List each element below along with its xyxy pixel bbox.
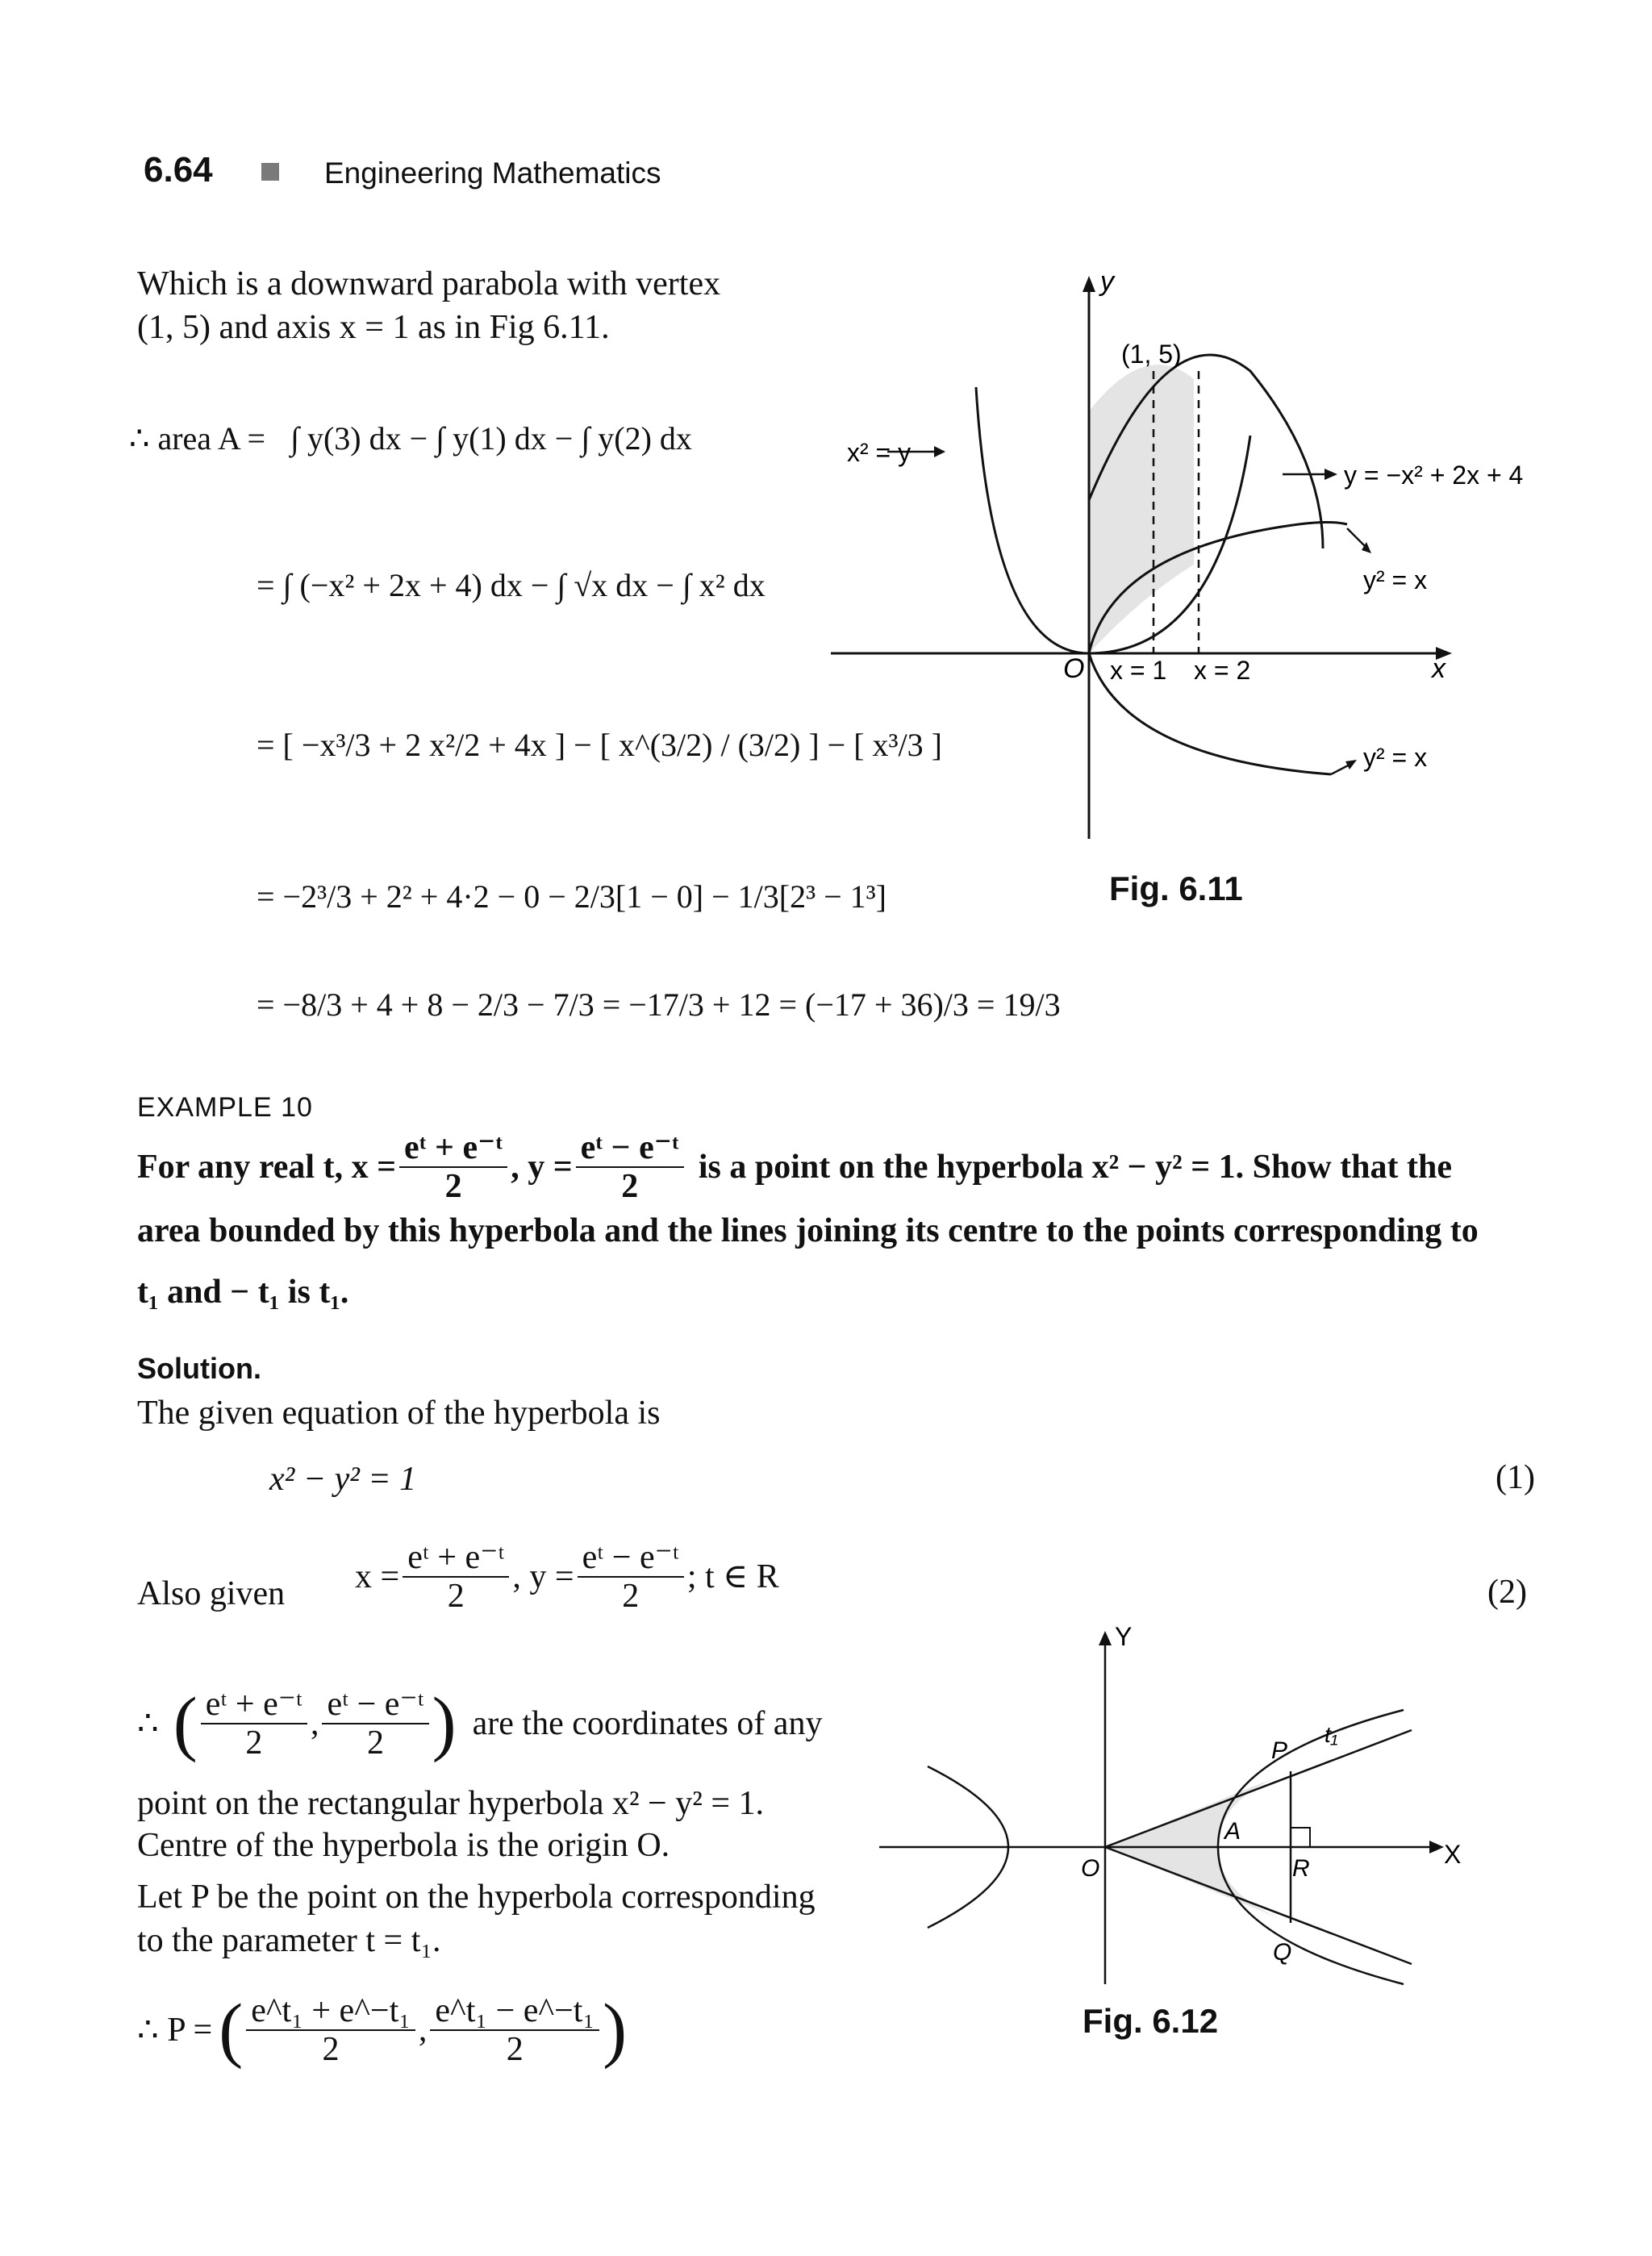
eq2-tail: ; t ∈ R <box>686 1558 779 1596</box>
figure-6-12 <box>879 1621 1492 1992</box>
coord-frac-1 <box>201 1686 307 1762</box>
eq2-frac-x-den: 2 <box>447 1578 465 1616</box>
example-frac-2-num: eᵗ − e⁻ᵗ <box>576 1129 684 1168</box>
fig611-line-x2: x = 2 <box>1194 656 1251 685</box>
fig611-label-x2y: x² = y <box>847 438 912 467</box>
solution-centre-line: Centre of the hyperbola is the origin O. <box>137 1827 670 1864</box>
solution-eq-2-number: (2) <box>1487 1574 1527 1611</box>
book-title: Engineering Mathematics <box>324 156 661 190</box>
example-frac-2-den: 2 <box>621 1168 639 1206</box>
coordinates-line: ∴ ( $\frac{\text{eᵗ + e⁻ᵗ}}{2}$ , $\frac{\text{eᵗ − e⁻ᵗ}}{2}$ ) are the coordinates of any <box>137 1683 823 1764</box>
fig611-origin: O <box>1063 653 1085 684</box>
y-axis-arrow <box>1099 1631 1112 1645</box>
example-frac-1 <box>399 1129 507 1205</box>
page-number: 6.64 <box>144 150 213 190</box>
fig612-x-label: X <box>1444 1840 1462 1869</box>
eq2-frac-y-num: eᵗ − e⁻ᵗ <box>578 1539 684 1578</box>
eq2-frac-y <box>578 1539 684 1615</box>
solution-letP-line-1: Let P be the point on the hyperbola corresponding <box>137 1879 816 1916</box>
eq2-frac-x-num: eᵗ + e⁻ᵗ <box>403 1539 509 1578</box>
p-frac-1-num: e^t₁ + e^−t₁ <box>246 1992 415 2031</box>
y-axis-arrow <box>1083 276 1095 292</box>
eq2-frac-y-den: 2 <box>622 1578 640 1616</box>
solution-line-1: The given equation of the hyperbola is <box>137 1395 661 1432</box>
right-angle-mark <box>1291 1828 1310 1847</box>
coord-text: are the coordinates of any <box>472 1705 823 1743</box>
also-given-label: Also given <box>137 1575 286 1612</box>
fig611-x-label: x <box>1432 653 1446 684</box>
eq2-frac-x <box>403 1539 509 1615</box>
fig611-vertex: (1, 5) <box>1121 340 1182 369</box>
p-frac-2-den: 2 <box>506 2031 524 2069</box>
example-text-b: is a point on the hyperbola x² − y² = 1. Show that the <box>698 1149 1452 1186</box>
area-label: ∴ area A = <box>129 420 266 457</box>
fig612-caption: Fig. 6.12 <box>1083 2002 1219 2040</box>
solution-letP-line-2: to the parameter t = t₁. <box>137 1922 441 1959</box>
fig611-line-x1: x = 1 <box>1110 656 1167 685</box>
x-axis-arrow <box>1429 1841 1444 1854</box>
solution-eq-2 <box>355 1539 779 1615</box>
intro-line-2: (1, 5) and axis x = 1 as in Fig 6.11. <box>137 309 610 346</box>
solution-heading: Solution. <box>137 1352 261 1385</box>
fig611-label-lower: y² = x <box>1363 743 1428 772</box>
solution-point-line: point on the rectangular hyperbola x² − y² = 1. <box>137 1785 765 1822</box>
solution-eq-1-number: (1) <box>1496 1459 1535 1496</box>
fig612-Q: Q <box>1273 1939 1292 1966</box>
p-frac-2 <box>430 1992 599 2068</box>
coord-frac-2-den: 2 <box>367 1724 385 1762</box>
coord-frac-1-num: eᵗ + e⁻ᵗ <box>201 1686 307 1724</box>
fig611-caption: Fig. 6.11 <box>1109 869 1243 907</box>
fig611-y-label: y <box>1100 266 1114 297</box>
example-text-y: , y = <box>511 1149 573 1186</box>
header-square-icon <box>261 163 279 181</box>
figure-6-11 <box>831 258 1557 919</box>
p-label: ∴ P = <box>137 2012 213 2050</box>
p-frac-1 <box>246 1992 415 2068</box>
line-OQ <box>1105 1847 1412 1964</box>
example-frac-1-den: 2 <box>444 1168 462 1206</box>
intro-line-1: Which is a downward parabola with vertex <box>137 265 721 302</box>
coord-frac-2-num: eᵗ − e⁻ᵗ <box>322 1686 428 1724</box>
area-step-1: ∫ y(3) dx − ∫ y(1) dx − ∫ y(2) dx <box>290 420 692 457</box>
shaded-region <box>1089 365 1194 653</box>
fig612-A: A <box>1224 1818 1241 1845</box>
eq2-y: , y = <box>512 1558 574 1596</box>
area-step-2: = ∫ (−x² + 2x + 4) dx − ∫ √x dx − ∫ x² dx <box>257 567 766 603</box>
area-step-3: = [ −x³/3 + 2 x²/2 + 4x ] − [ x^(3/2) / (3/2) ] − [ x³/3 ] <box>257 727 942 763</box>
solution-eq-1: x² − y² = 1 <box>269 1461 417 1498</box>
p-frac-1-den: 2 <box>322 2031 340 2069</box>
fig612-R: R <box>1292 1855 1310 1882</box>
fig611-label-parabola: y = −x² + 2x + 4 <box>1344 461 1524 490</box>
example-statement-line-2: area bounded by this hyperbola and the lines joining its centre to the points corresponding to <box>137 1212 1479 1249</box>
coord-frac-2 <box>322 1686 428 1762</box>
fig612-P: P <box>1271 1737 1288 1764</box>
line-OP <box>1105 1730 1412 1847</box>
fig611-label-upper: y² = x <box>1363 565 1428 594</box>
example-text-a: For any real t, x = <box>137 1149 397 1186</box>
p-frac-2-num: e^t₁ − e^−t₁ <box>430 1992 599 2031</box>
area-step-5: = −8/3 + 4 + 8 − 2/3 − 7/3 = −17/3 + 12 = (−17 + 36)/3 = 19/3 <box>257 986 1061 1023</box>
coord-frac-1-den: 2 <box>245 1724 263 1762</box>
fig612-y-label: Y <box>1115 1622 1133 1651</box>
area-step-4: = −2³/3 + 2² + 4·2 − 0 − 2/3[1 − 0] − 1/3[2³ − 1³] <box>257 878 886 915</box>
fig612-origin: O <box>1081 1855 1100 1882</box>
therefore-symbol: ∴ <box>137 1705 159 1743</box>
point-P-line: ∴ P = ( $\frac{\text{e\textasciicircum{}t₁ + e\textasciicircum{}−t₁}}{2}$ , $\frac{\text{e\textasciicircum{}t₁ − e\textasciicircum{}−t₁}}{2}$ ) <box>137 1990 628 2070</box>
example-frac-1-num: eᵗ + e⁻ᵗ <box>399 1129 507 1168</box>
example-frac-2 <box>576 1129 684 1205</box>
example-statement-line-1 <box>137 1129 1452 1205</box>
example-statement-line-3: t₁ and − t₁ is t₁. <box>137 1274 349 1311</box>
example-heading: EXAMPLE 10 <box>137 1092 313 1123</box>
fig612-t1: t₁ <box>1325 1722 1338 1747</box>
eq2-x: x = <box>355 1558 400 1596</box>
